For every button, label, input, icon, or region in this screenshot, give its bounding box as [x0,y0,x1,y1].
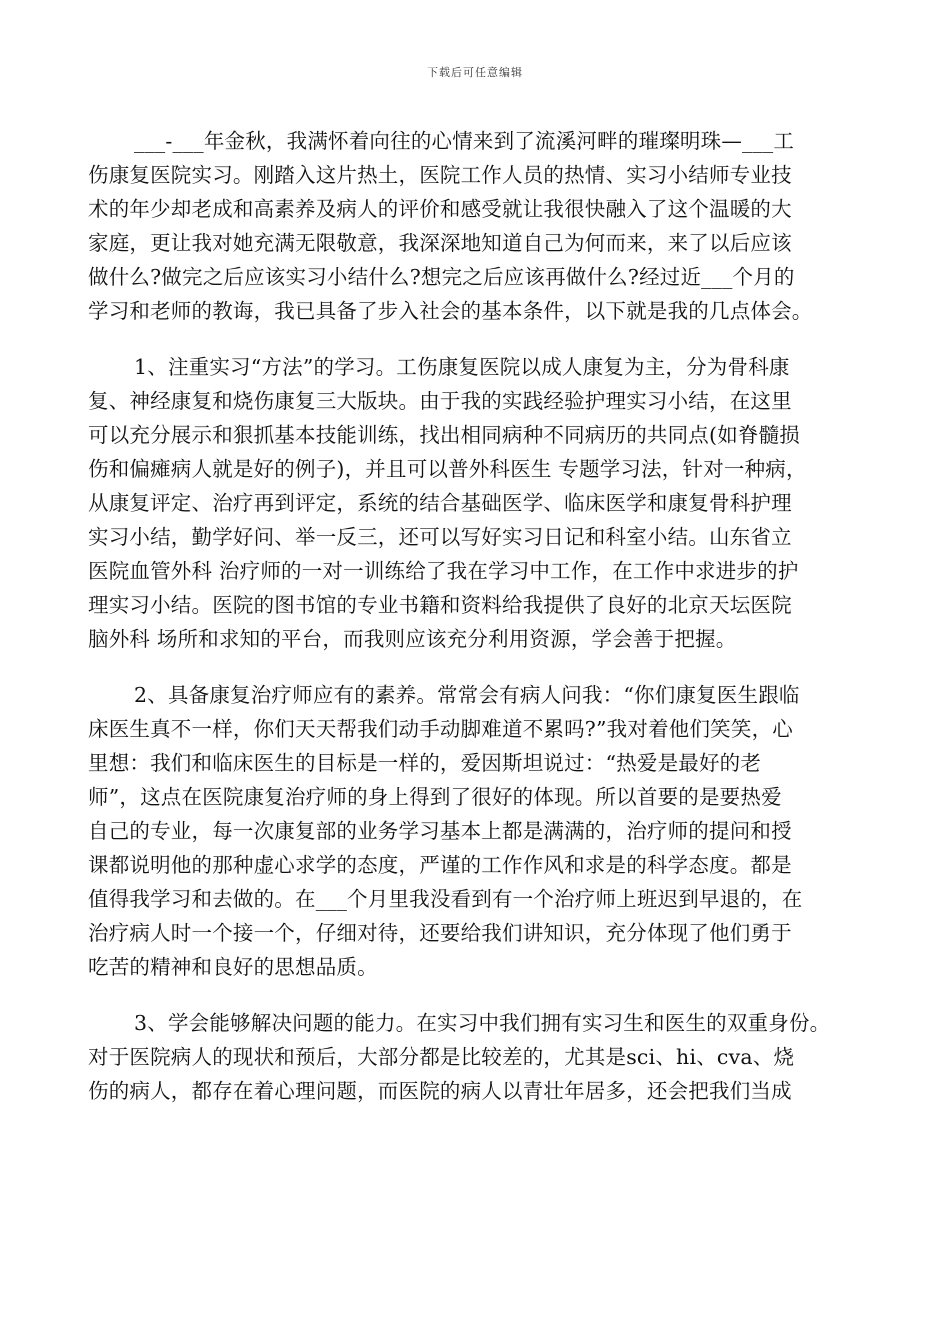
text-line: 复、神经康复和烧伤康复三大版块。由于我的实践经验护理实习小结，在这里 [88,389,792,413]
paragraph-method [0,350,950,656]
text-line: 课都说明他的那种虚心求学的态度，严谨的工作作风和求是的科学态度。都是 [88,853,792,877]
paragraph-qualities [0,678,950,984]
text-line: 从康复评定、治疗再到评定，系统的结合基础医学、临床医学和康复骨科护理 [88,491,792,515]
text-line: 可以充分展示和狠抓基本技能训练，找出相同病种不同病历的共同点(如脊髓损 [88,423,800,447]
text-line: 家庭，更让我对她充满无限敬意，我深深地知道自己为何而来，来了以后应该 [88,231,792,255]
text-line: 里想：我们和临床医生的目标是一样的，爱因斯坦说过：“热爱是最好的老 [88,751,762,775]
text-line: 做什么?做完之后应该实习小结什么?想完之后应该再做什么?经过近___个月的 [88,265,795,289]
text-line: 伤的病人，都存在着心理问题，而医院的病人以青壮年居多，还会把我们当成 [88,1079,792,1103]
text-line: 脑外科 场所和求知的平台，而我则应该充分利用资源，学会善于把握。 [88,627,737,651]
text-line: 实习小结，勤学好问、举一反三，还可以写好实习日记和科室小结。山东省立 [88,525,792,549]
text-line: 自己的专业，每一次康复部的业务学习基本上都是满满的，治疗师的提问和授 [88,819,792,843]
text-line: 理实习小结。医院的图书馆的专业书籍和资料给我提供了良好的北京天坛医院 [88,593,792,617]
text-line: ___-___年金秋，我满怀着向往的心情来到了流溪河畔的璀璨明珠—___工 [134,129,795,153]
text-line: 3、学会能够解决问题的能力。在实习中我们拥有实习生和医生的双重身份。 [134,1011,831,1035]
text-line: 医院血管外科 治疗师的一对一训练给了我在学习中工作，在工作中求进步的护 [88,559,799,583]
text-line: 床医生真不一样，你们天天帮我们动手动脚难道不累吗?”我对着他们笑笑，心 [88,717,793,741]
text-line: 治疗病人时一个接一个，仔细对待，还要给我们讲知识，充分体现了他们勇于 [88,921,792,945]
text-line: 吃苦的精神和良好的思想品质。 [88,955,378,979]
text-line: 伤和偏瘫病人就是好的例子)，并且可以普外科医生 专题学习法，针对一种病， [88,457,807,481]
text-line: 伤康复医院实习。刚踏入这片热土，医院工作人员的热情、实习小结师专业技 [88,163,792,187]
document-body [0,124,950,1130]
paragraph-problem-solving [0,1006,950,1108]
page-header: 下载后可任意编辑 [427,66,523,79]
paragraph-intro [0,124,950,328]
text-line: 1、注重实习“方法”的学习。工伤康复医院以成人康复为主，分为骨科康 [134,355,790,379]
text-line: 对于医院病人的现状和预后，大部分都是比较差的，尤其是sci、hi、cva、烧 [88,1045,795,1069]
text-line: 值得我学习和去做的。在___个月里我没看到有一个治疗师上班迟到早退的，在 [88,887,803,911]
text-line: 术的年少却老成和高素养及病人的评价和感受就让我很快融入了这个温暖的大 [88,197,792,221]
text-line: 师”，这点在医院康复治疗师的身上得到了很好的体现。所以首要的是要热爱 [88,785,782,809]
text-line: 2、具备康复治疗师应有的素养。常常会有病人问我：“你们康复医生跟临 [134,683,800,707]
text-line: 学习和老师的教诲，我已具备了步入社会的基本条件，以下就是我的几点体会。 [88,299,813,323]
